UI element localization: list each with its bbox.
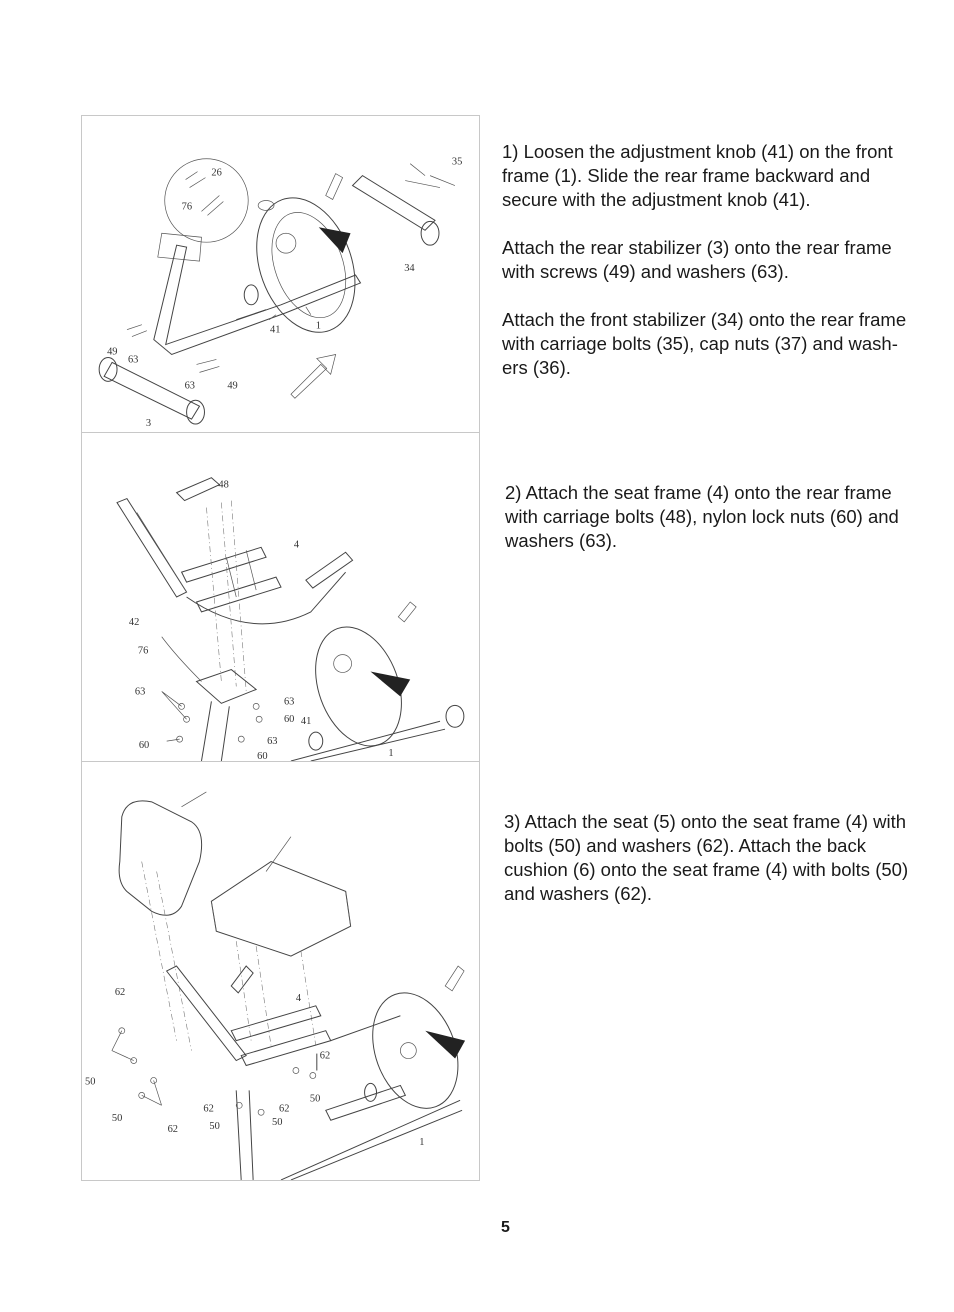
figure-label: 63	[267, 736, 278, 748]
figure-label: 62	[319, 1050, 331, 1062]
figure-label: 50	[209, 1121, 220, 1133]
figure-label: 62	[203, 1103, 214, 1115]
figure-label: 49	[107, 346, 118, 358]
figure-label: 63	[184, 380, 196, 392]
step-1-instructions	[502, 140, 942, 404]
figure-label: 50	[84, 1076, 96, 1088]
figure-label: 48	[218, 479, 229, 491]
figure-step-1	[81, 115, 480, 433]
figure-label: 34	[404, 263, 415, 275]
figure-label: 42	[128, 616, 140, 628]
figure-label: 76	[181, 201, 193, 213]
figure-label: 49	[227, 380, 238, 392]
figure-label: 50	[309, 1093, 321, 1105]
step-2-instructions	[505, 481, 945, 577]
figure-label: 62	[114, 986, 126, 998]
figure-label: 1	[315, 320, 321, 332]
figure-label: 50	[272, 1117, 283, 1129]
figure-label: 1	[388, 748, 394, 760]
figure-step-3	[81, 761, 480, 1181]
figure-label: 62	[279, 1103, 290, 1115]
figure-label: 41	[270, 324, 281, 336]
figure-label: 60	[257, 751, 268, 761]
step-1-paragraph-2: Attach the rear stabilizer (3) onto the rear frame with screws (49) and washers (63).	[502, 237, 892, 282]
figure-label: 63	[127, 354, 139, 366]
figure-label: 63	[283, 696, 295, 708]
figure-step-3-drawing	[82, 762, 479, 1180]
figure-label: 4	[293, 539, 300, 551]
figure-step-1-drawing	[82, 116, 479, 432]
step-3-paragraph-1: 3) Attach the seat (5) onto the seat frame (4) with bolts (50) and washers (62). Attach the back cushion (6) onto the seat frame (4) with bolts (50) and washers (62).	[504, 811, 909, 904]
figure-step-2	[81, 432, 480, 762]
figure-label: 41	[300, 716, 312, 728]
step-3-instructions	[504, 810, 949, 930]
figure-label: 26	[211, 167, 222, 179]
step-1-paragraph-1: 1) Loosen the adjustment knob (41) on the front frame (1). Slide the rear frame backward and secure with the adjustment knob (41).	[502, 141, 893, 210]
figure-label: 62	[167, 1124, 179, 1136]
figure-label: 1	[419, 1137, 425, 1149]
figure-label: 50	[111, 1113, 123, 1125]
step-1-paragraph-3: Attach the front stabilizer (34) onto the rear frame with carriage bolts (35), cap nuts (37) and wash- ers (36).	[502, 309, 907, 378]
figure-label: 4	[295, 992, 302, 1004]
figure-label: 60	[283, 714, 295, 726]
figure-step-2-drawing	[82, 433, 479, 761]
figure-label: 3	[145, 418, 152, 430]
figure-label: 76	[137, 645, 149, 657]
page-number: 5	[501, 1219, 510, 1236]
figure-label: 60	[138, 740, 150, 752]
figure-label: 35	[451, 156, 463, 168]
figure-label: 63	[134, 686, 146, 698]
step-2-paragraph-1: 2) Attach the seat frame (4) onto the rear frame with carriage bolts (48), nylon lock nuts (60) and washers (63).	[505, 482, 899, 551]
